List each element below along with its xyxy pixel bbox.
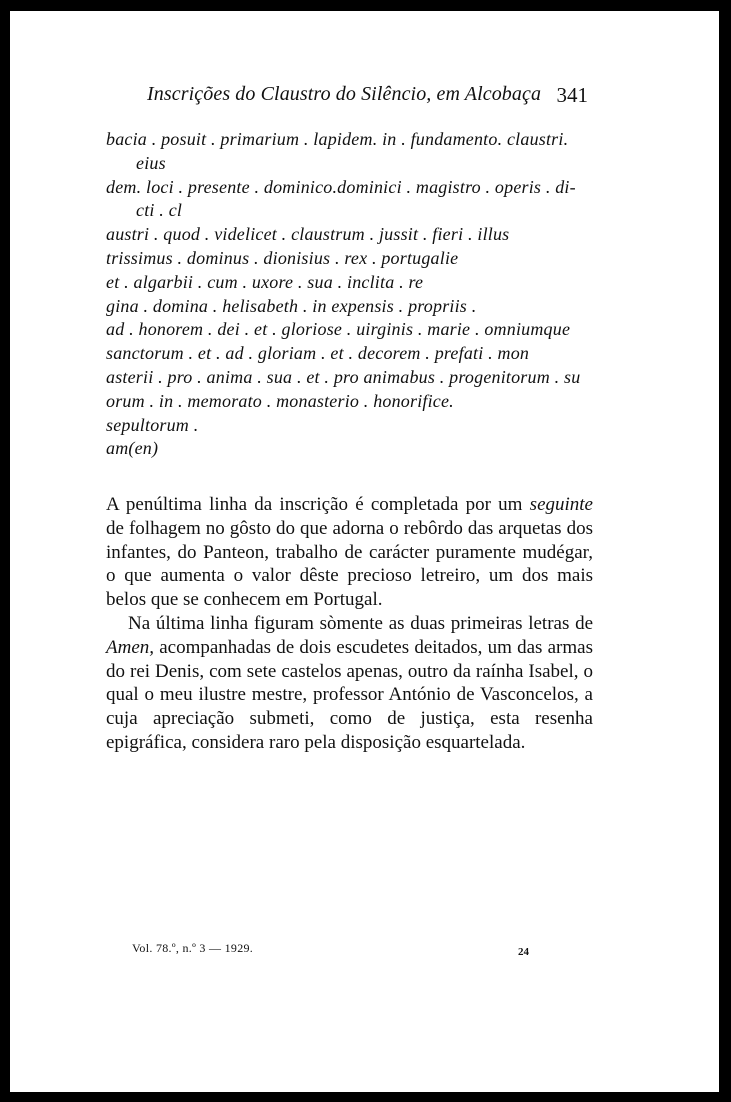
inscription-transcription — [106, 128, 606, 461]
paragraph-italic-term: seguinte — [529, 494, 593, 515]
inscription-line: et . algarbii . cum . uxore . sua . inclita . re — [106, 271, 424, 292]
paragraph-italic-term: Amen, — [106, 636, 155, 658]
inscription-line: orum . in . memorato . monasterio . honorifice. — [106, 390, 454, 411]
paragraph-text: acompanhadas de dois escudetes deitados, um das armas do rei Denis, com sete castelos apenas, outro da raínha Isabel, o qual o meu ilustre mestre, professor António de Vasconcelos, a cuja apreciação submeti, como de justiça, esta resenha epigráfica, considera raro pela disposição esquartelada. — [106, 636, 593, 753]
inscription-line: trissimus . dominus . dionisius . rex . portugalie — [106, 247, 459, 268]
inscription-line: sepultorum . — [106, 414, 199, 435]
inscription-line: cti . cl — [136, 200, 183, 221]
volume-footer: Vol. 78.º, n.º 3 — 1929. — [132, 941, 254, 955]
paragraph-penultimate-line — [106, 493, 593, 612]
inscription-line: ad . honorem . dei . et . gloriose . uirginis . marie . omniumque — [106, 319, 571, 340]
signature-mark: 24 — [518, 946, 529, 958]
inscription-line: bacia . posuit . primarium . lapidem. in . fundamento. claustri. — [106, 129, 569, 149]
inscription-line: gina . domina . helisabeth . in expensis . propriis . — [106, 295, 477, 316]
running-head — [147, 83, 597, 113]
paragraph-text: A penúltima linha da inscrição é completada por um — [106, 494, 530, 515]
body-text — [106, 493, 593, 755]
paragraph-last-line — [106, 612, 593, 755]
document-page — [10, 11, 719, 1092]
paragraph-text: de folhagem no gôsto do que adorna o rebôrdo das arquetas dos infantes, do Panteon, trabalho de carácter puramente mudégar, o que aumenta o valor dêste precioso letreiro, um dos mais belos que se conhecem em Portugal. — [106, 517, 593, 611]
inscription-line: sanctorum . et . ad . gloriam . et . decorem . prefati . mon — [106, 343, 530, 364]
inscription-line: asterii . pro . anima . sua . et . pro animabus . progenitorum . su — [106, 366, 581, 387]
inscription-line: austri . quod . videlicet . claustrum . jussit . fieri . illus — [106, 224, 510, 245]
inscription-line: am(en) — [106, 438, 159, 459]
running-title: Inscrições do Claustro do Silêncio, em Alcobaça — [147, 83, 542, 105]
page-number: 341 — [556, 83, 588, 107]
inscription-line: dem. loci . presente . dominico.dominici . magistro . operis . di- — [106, 176, 576, 197]
inscription-line: eius — [136, 152, 166, 173]
paragraph-text: Na última linha figuram sòmente as duas primeiras letras de — [128, 612, 593, 634]
